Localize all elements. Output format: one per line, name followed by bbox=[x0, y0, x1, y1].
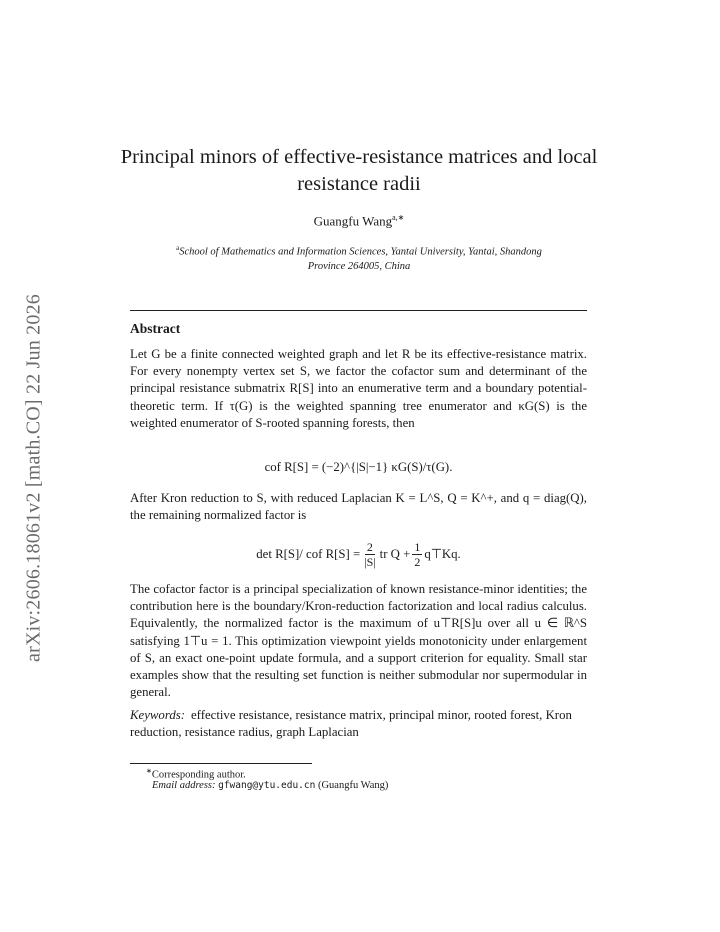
footnote-email bbox=[152, 780, 388, 791]
paper-title bbox=[120, 144, 598, 198]
email-address[interactable]: gfwang@ytu.edu.cn bbox=[218, 780, 316, 791]
affiliation bbox=[128, 241, 590, 274]
affiliation-line-2: Province 264005, China bbox=[307, 260, 411, 272]
abstract-paragraph-2: After Kron reduction to S, with reduced Laplacian K = L^S, Q = K^+, and q = diag(Q), the remaining normalized factor is bbox=[130, 491, 587, 523]
eq2-frac1-denominator: |S| bbox=[364, 554, 376, 569]
arxiv-sidebar bbox=[14, 294, 54, 662]
eq2-fraction-2 bbox=[412, 540, 422, 569]
eq2-middle: tr Q + bbox=[379, 546, 411, 561]
eq2-frac2-numerator: 1 bbox=[414, 539, 421, 554]
email-label: Email address: bbox=[152, 780, 216, 791]
affiliation-mark: a bbox=[176, 244, 180, 252]
footnote-mark: ∗ bbox=[146, 767, 152, 775]
footnote-corresponding bbox=[146, 767, 246, 781]
email-name: (Guangfu Wang) bbox=[317, 780, 389, 791]
title-line-1: Principal minors of effective-resistance matrices and local bbox=[120, 146, 598, 168]
eq2-frac1-numerator: 2 bbox=[366, 539, 373, 554]
keywords-text: effective resistance, resistance matrix, principal minor, rooted forest, Kron reduction, resistance radius, graph Laplacian bbox=[130, 708, 572, 740]
author-line bbox=[120, 213, 598, 229]
footnote-corresponding-text: Corresponding author. bbox=[151, 769, 246, 781]
equation-normalized-factor bbox=[130, 534, 587, 574]
arxiv-identifier: arXiv:2606.18061v2 [math.CO] 22 Jun 2026 bbox=[22, 294, 45, 662]
abstract-heading: Abstract bbox=[130, 321, 181, 336]
title-line-2: resistance radii bbox=[297, 173, 421, 195]
header-divider bbox=[130, 310, 587, 311]
abstract-paragraph-1: Let G be a finite connected weighted graph and let R be its effective-resistance matrix. For every nonempty vertex set S, we factor the cofactor sum and determinant of the principal resistance submatrix R[S] into an enumerative term and a boundary potential-theoretic term. If τ(G) is the weighted spanning tree enumerator and κG(S) is the weighted enumerator of S-rooted spanning forests, then bbox=[130, 347, 587, 430]
keywords-label: Keywords: bbox=[130, 708, 185, 722]
footnote-divider bbox=[130, 763, 312, 764]
eq2-fraction-1 bbox=[362, 540, 377, 569]
eq2-frac2-denominator: 2 bbox=[414, 554, 421, 569]
equation-cofactor: cof R[S] = (−2)^{|S|−1} κG(S)/τ(G). bbox=[264, 460, 453, 474]
author-marks: a,∗ bbox=[392, 213, 405, 222]
keywords bbox=[130, 707, 587, 741]
affiliation-line-1: School of Mathematics and Information Sciences, Yantai University, Yantai, Shandong bbox=[179, 246, 542, 258]
eq2-rhs: q⊤Kq. bbox=[424, 546, 461, 561]
abstract-paragraph-3: The cofactor factor is a principal specialization of known resistance-minor identities; the contribution here is the boundary/Kron-reduction factorization and local radius calculus. Equivalently, the normalized factor is the maximum of u⊤R[S]u over all u ∈ ℝ^S satisfying 1⊤u = 1. This optimization viewpoint yields monotonicity under enlargement of S, an exact one-point update formula, and a support criterion for equality. Small star examples show that the resulting set function is neither submodular nor supermodular in general. bbox=[130, 582, 587, 700]
author-name: Guangfu Wang bbox=[313, 213, 393, 229]
eq2-lhs: det R[S]/ cof R[S] = bbox=[256, 546, 361, 561]
